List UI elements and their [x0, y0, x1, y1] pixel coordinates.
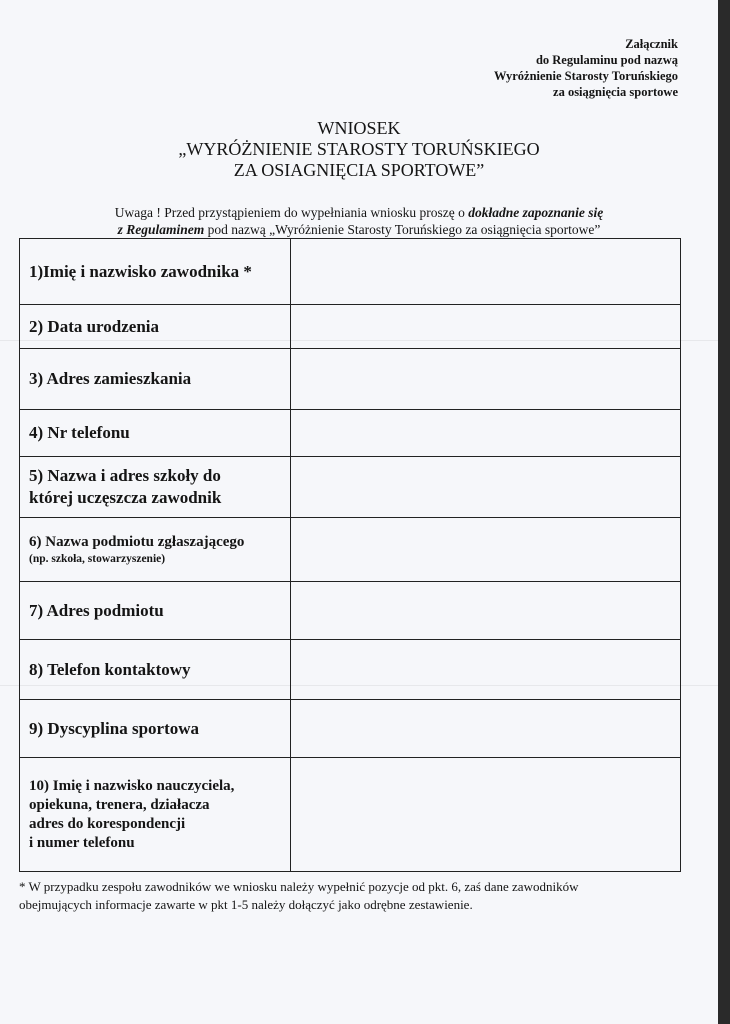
notice-emphasis: dokładne zapoznanie się	[468, 205, 604, 220]
field-label	[20, 457, 291, 518]
attachment-line: Załącznik	[625, 37, 678, 51]
field-label: 9) Dyscyplina sportowa	[20, 700, 291, 758]
field-input-cell[interactable]	[291, 410, 681, 457]
footnote-line: * W przypadku zespołu zawodników we wniosku należy wypełnić pozycje od pkt. 6, zaś dane zawodników	[19, 879, 579, 894]
title-line: ZA OSIAGNIĘCIA SPORTOWE”	[233, 160, 485, 180]
field-input-cell[interactable]	[291, 518, 681, 582]
field-input-cell[interactable]	[291, 582, 681, 640]
field-label-line: i numer telefonu	[29, 834, 135, 851]
table-row	[20, 457, 681, 518]
field-input-cell[interactable]	[291, 239, 681, 305]
notice-part: pod nazwą „Wyróżnienie Starosty Toruńskiego za osiągnięcia sportowe”	[204, 222, 601, 237]
field-label: 7) Adres podmiotu	[20, 582, 291, 640]
footnote-line: obejmujących informacje zawarte w pkt 1-5 należy dołączyć jako odrębne zestawienie.	[19, 897, 473, 912]
table-row	[20, 640, 681, 700]
field-label: 2) Data urodzenia	[20, 305, 291, 349]
field-label: 1)Imię i nazwisko zawodnika *	[20, 239, 291, 305]
title-line: WNIOSEK	[317, 118, 401, 138]
field-label	[20, 518, 291, 582]
document-title	[0, 118, 718, 181]
table-row	[20, 700, 681, 758]
field-input-cell[interactable]	[291, 349, 681, 410]
field-label-hint: (np. szkoła, stowarzyszenie)	[29, 552, 166, 565]
field-label-line: adres do korespondencji	[29, 815, 186, 832]
field-input-cell[interactable]	[291, 457, 681, 518]
notice-part: Uwaga ! Przed przystąpieniem do wypełniania wniosku proszę o	[114, 205, 469, 220]
table-row	[20, 410, 681, 457]
field-label: 3) Adres zamieszkania	[20, 349, 291, 410]
table-row	[20, 239, 681, 305]
notice-emphasis: z Regulaminem	[117, 222, 205, 237]
field-label-line: 10) Imię i nazwisko nauczyciela,	[29, 777, 235, 794]
field-label	[20, 758, 291, 872]
scan-edge	[718, 0, 730, 1024]
attachment-line: Wyróżnienie Starosty Toruńskiego	[493, 69, 678, 83]
attachment-line: do Regulaminu pod nazwą	[535, 53, 678, 67]
title-line: „WYRÓŻNIENIE STAROSTY TORUŃSKIEGO	[178, 139, 540, 159]
attachment-header	[494, 36, 678, 100]
table-row	[20, 758, 681, 872]
field-input-cell[interactable]	[291, 640, 681, 700]
table-row	[20, 582, 681, 640]
table-row	[20, 518, 681, 582]
field-label-line: 5) Nazwa i adres szkoły do	[29, 466, 221, 485]
field-label: 8) Telefon kontaktowy	[20, 640, 291, 700]
field-input-cell[interactable]	[291, 758, 681, 872]
field-input-cell[interactable]	[291, 700, 681, 758]
application-form-table	[19, 238, 681, 872]
field-label: 4) Nr telefonu	[20, 410, 291, 457]
field-input-cell[interactable]	[291, 305, 681, 349]
table-row	[20, 305, 681, 349]
attachment-line: za osiągnięcia sportowe	[553, 85, 678, 99]
field-label-line: opiekuna, trenera, działacza	[29, 796, 210, 813]
field-label-line: której uczęszcza zawodnik	[29, 488, 222, 507]
notice-text	[0, 204, 718, 238]
field-label-line: 6) Nazwa podmiotu zgłaszającego	[29, 533, 245, 550]
table-row	[20, 349, 681, 410]
footnote	[19, 878, 699, 914]
